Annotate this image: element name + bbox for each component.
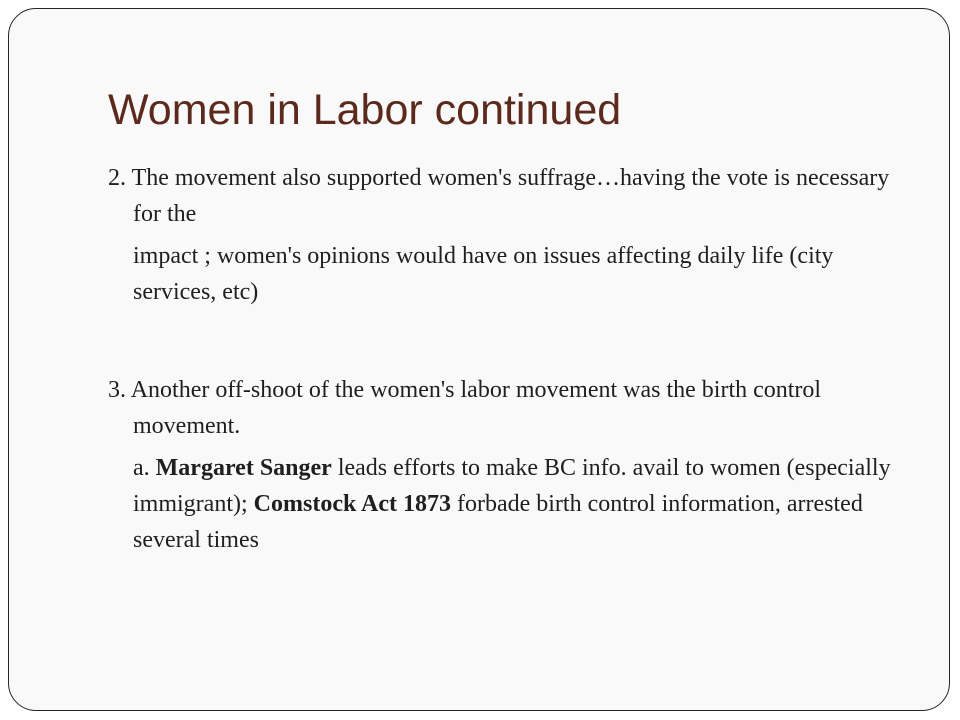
sub-a-text-2: forbade birth control information, arrested several times bbox=[133, 491, 863, 553]
point-2-continuation: impact ; women's opinions would have on issues affecting daily life (city services, etc) bbox=[133, 243, 834, 305]
point-3-number: 3. bbox=[108, 377, 126, 403]
point-3-text: Another off-shoot of the women's labor movement was the birth control movement. bbox=[130, 377, 822, 439]
point-2-number: 2. bbox=[108, 165, 126, 191]
sanger-name: Margaret Sanger bbox=[155, 455, 332, 481]
point-3-sub-a bbox=[108, 450, 909, 558]
point-3 bbox=[108, 372, 898, 444]
sub-a-text-1: leads efforts to make BC info. avail to women (especially immigrant); bbox=[133, 455, 909, 517]
slide-body bbox=[108, 160, 909, 558]
point-2 bbox=[108, 160, 898, 232]
slide-title: Women in Labor continued bbox=[108, 86, 622, 134]
sub-a-marker: a. bbox=[133, 455, 150, 481]
point-2-text: The movement also supported women's suffrage…having the vote is necessary for the bbox=[131, 165, 890, 227]
comstock-act: Comstock Act 1873 bbox=[253, 491, 451, 517]
